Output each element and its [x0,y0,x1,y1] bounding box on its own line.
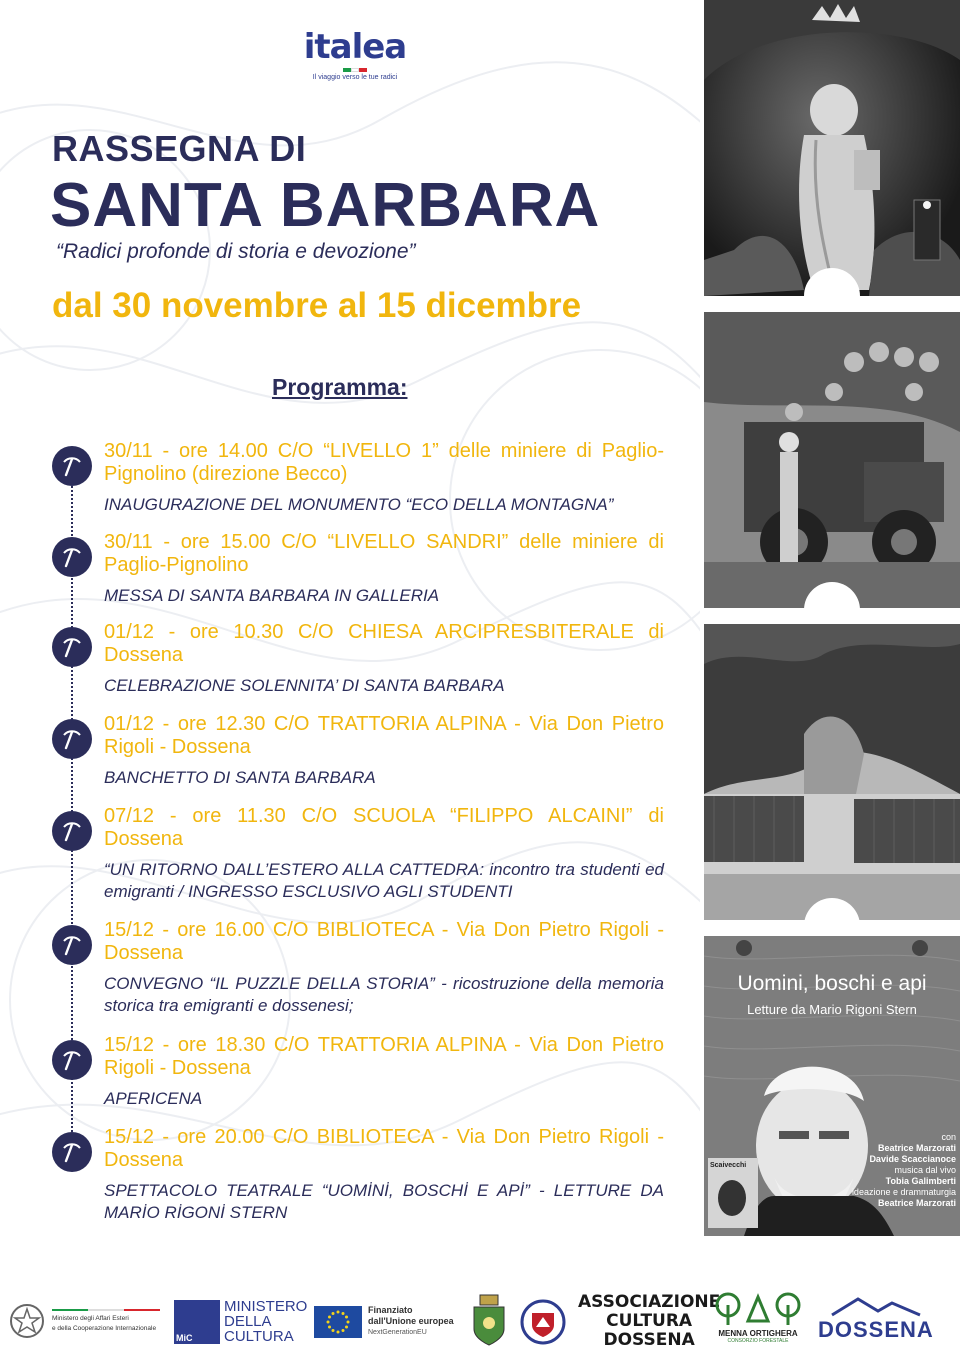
ministero-cultura-logo [174,1299,307,1344]
poster-stamp-label: Scaivecchi [710,1162,747,1169]
event-description: APERICENA [104,1089,203,1108]
event-description: CELEBRAZIONE SOLENNITA’ DI SANTA BARBARA [104,676,505,695]
pickaxe-icon [52,719,92,759]
event-description: SPETTACOLO TEATRALE “UOMİNİ, BOSCHİ E APİ” - LETTURE DA MARİO RİGONİ STERN [104,1181,664,1222]
program-event-2 [52,531,664,607]
subtitle: “Radici profonde di storia e devozione” [56,240,416,263]
program-event-5 [52,805,664,903]
title-line2: SANTA BARBARA [50,171,601,240]
program-event-6 [52,919,664,1017]
italian-emblem-icon [8,1301,46,1341]
poster-credits [852,1132,956,1209]
pickaxe-icon [52,627,92,667]
program-heading: Programma: [272,374,408,400]
italea-logo [300,28,410,81]
trees-icon [712,1291,804,1327]
ministero-line: DELLA [224,1313,272,1330]
event-heading: 15/12 - ore 16.00 C/O BIBLIOTECA - Via Don Pietro Rigoli - Dossena [104,919,664,964]
municipal-crest-icon [470,1293,508,1347]
event-heading: 07/12 - ore 11.30 C/O SCUOLA “FILIPPO ALCAINI” di Dossena [104,805,664,850]
event-description: INAUGURAZIONE DEL MONUMENTO “ECO DELLA MONTAGNA” [104,495,614,514]
credit-name: Beatrice Marzorati [877,1143,956,1153]
credit-role: musica dal vivo [894,1165,956,1175]
poster-title: Uomini, boschi e api [737,972,927,995]
photo-monument-forest [704,624,960,920]
photo-santa-barbara-statue [704,0,960,296]
poster-subtitle: Letture da Mario Rigoni Stern [747,1002,917,1017]
eu-line3: NextGenerationEU [368,1329,427,1336]
event-heading: 01/12 - ore 12.30 C/O TRATTORIA ALPINA - Via Don Pietro Rigoli - Dossena [104,713,664,758]
mic-label: MiC [176,1332,193,1343]
event-description: “UN RITORNO DALL’ESTERO ALLA CATTEDRA: incontro tra studenti ed emigranti / INGRESSO ESCLUSIVO AGLI STUDENTI [104,860,664,901]
mountains-icon [828,1295,924,1317]
associazione-line: DOSSENA [603,1330,695,1350]
event-dates: dal 30 novembre al 15 dicembre [52,286,582,325]
pickaxe-icon [52,925,92,965]
pickaxe-icon [52,811,92,851]
ministry-esteri-label: Ministero degli Affari Esteri e della Cooperazione Internazionale [52,1314,157,1332]
ministero-line: MINISTERO [224,1298,308,1315]
pickaxe-icon [52,1040,92,1080]
pickaxe-icon [52,537,92,577]
pickaxe-icon [52,446,92,486]
event-description: BANCHETTO DI SANTA BARBARA [104,768,376,787]
credit-role: con [941,1132,956,1142]
photo-miners-truck [704,312,960,608]
event-description: MESSA DI SANTA BARBARA IN GALLERIA [104,586,440,605]
ministry-esteri-logo [8,1301,168,1341]
program-event-3 [52,621,664,697]
photo-theatre-poster [704,936,960,1236]
event-heading: 30/11 - ore 15.00 C/O “LIVELLO SANDRI” delle miniere di Paglio-Pignolino [104,531,664,576]
program-event-4 [52,713,664,789]
credit-name: Tobia Galimberti [885,1176,956,1186]
credit-role: ideazione e drammaturgia [851,1187,956,1197]
credit-name: Beatrice Marzorati [877,1198,956,1208]
logo-tagline: Il viaggio verso le tue radici [312,74,398,81]
italian-flag-icon [300,68,410,72]
credit-name: Davide Scaccianoce [869,1154,956,1164]
eu-flag-icon [314,1306,362,1338]
event-description: CONVEGNO “IL PUZZLE DELLA STORIA” - ricostruzione della memoria storica tra emigranti e dossenesi; [104,974,664,1015]
pickaxe-icon [52,1132,92,1172]
eu-funding-logo [314,1305,454,1338]
eu-line1: Finanziato [368,1305,413,1315]
dossena-logo [818,1295,934,1343]
title-line1: RASSEGNA DI [52,128,307,169]
associazione-line: CULTURA [606,1311,693,1331]
ministero-line: CULTURA [224,1328,294,1345]
menna-name: MENNA ORTIGHERA [718,1329,798,1338]
event-heading: 15/12 - ore 20.00 C/O BIBLIOTECA - Via Don Pietro Rigoli - Dossena [104,1126,664,1171]
event-heading: 15/12 - ore 18.30 C/O TRATTORIA ALPINA - Via Don Pietro Rigoli - Dossena [104,1034,664,1079]
logo-wordmark: italea [303,27,407,67]
menna-sub: CONSORZIO FORESTALE [727,1338,789,1344]
program-event-8 [52,1126,664,1224]
dossena-label: DOSSENA [818,1317,934,1342]
associazione-line: ASSOCIAZIONE [578,1292,721,1312]
association-crest-icon [520,1299,566,1345]
event-heading: 01/12 - ore 10.30 C/O CHIESA ARCIPRESBITERALE di Dossena [104,621,664,666]
event-heading: 30/11 - ore 14.00 C/O “LIVELLO 1” delle miniere di Paglio-Pignolino (direzione Becco) [104,440,664,485]
associazione-cultura-logo [578,1293,720,1350]
program-event-1 [52,440,664,516]
eu-line2: dall'Unione europea [368,1316,454,1326]
sponsor-footer [0,1285,960,1355]
menna-ortighera-logo [712,1291,804,1344]
program-event-7 [52,1034,664,1110]
